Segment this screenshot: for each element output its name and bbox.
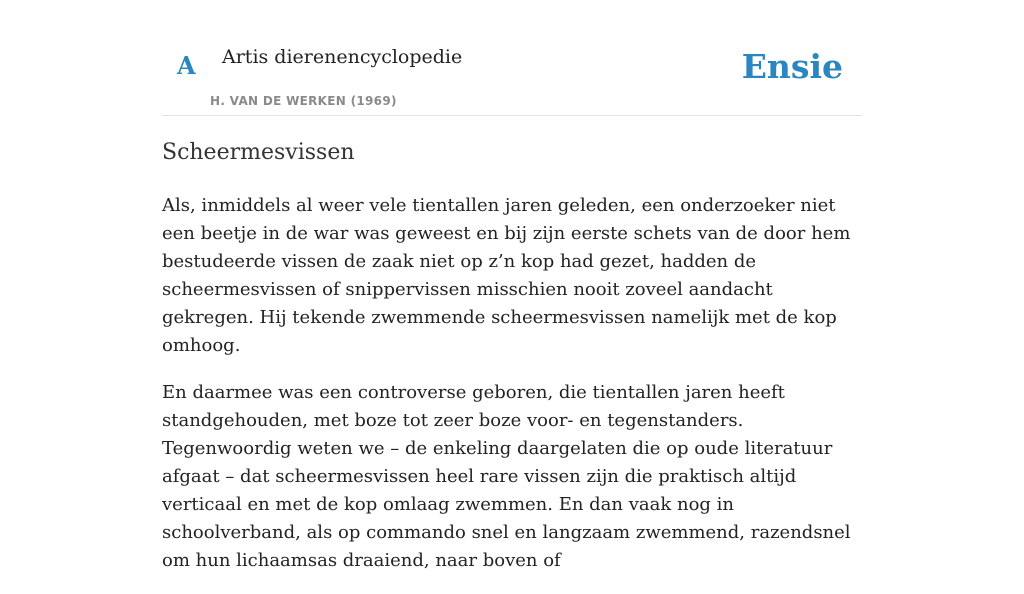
page-header (162, 0, 862, 116)
book-title[interactable]: Artis dierenencyclopedie (222, 46, 463, 68)
entry-title: Scheermesvissen (162, 140, 355, 165)
entry-paragraph: En daarmee was een controverse geboren, die tientallen jaren heeft standgehouden, met boze tot zeer boze voor- en tegenstanders. Tegenwoordig weten we – de enkeling daargelaten die op oude literatuur afgaat – dat scheermesvissen heel rare vissen zijn die praktisch altijd verticaal en met de kop omlaag zwemmen. En dan vaak nog in schoolverband, als op commando snel en langzaam zwemmend, razendsnel om hun lichaamsas draaiend, naar boven of (162, 382, 851, 571)
page (162, 0, 862, 571)
entry-body (162, 192, 862, 594)
alphabet-letter-link[interactable]: A (177, 51, 196, 80)
book-author-year: H. VAN DE WERKEN (1969) (210, 94, 397, 108)
brand-logo-link[interactable]: Ensie (741, 47, 843, 86)
entry-paragraph: Als, inmiddels al weer vele tientallen jaren geleden, een onderzoeker niet een beetje in de war was geweest en bij zijn eerste schets van de door hem bestudeerde vissen de zaak niet op z’n kop had gezet, hadden de scheermesvissen of snippervissen misschien nooit zoveel aandacht gekregen. Hij tekende zwemmende scheermesvissen namelijk met de kop omhoog. (162, 195, 851, 356)
